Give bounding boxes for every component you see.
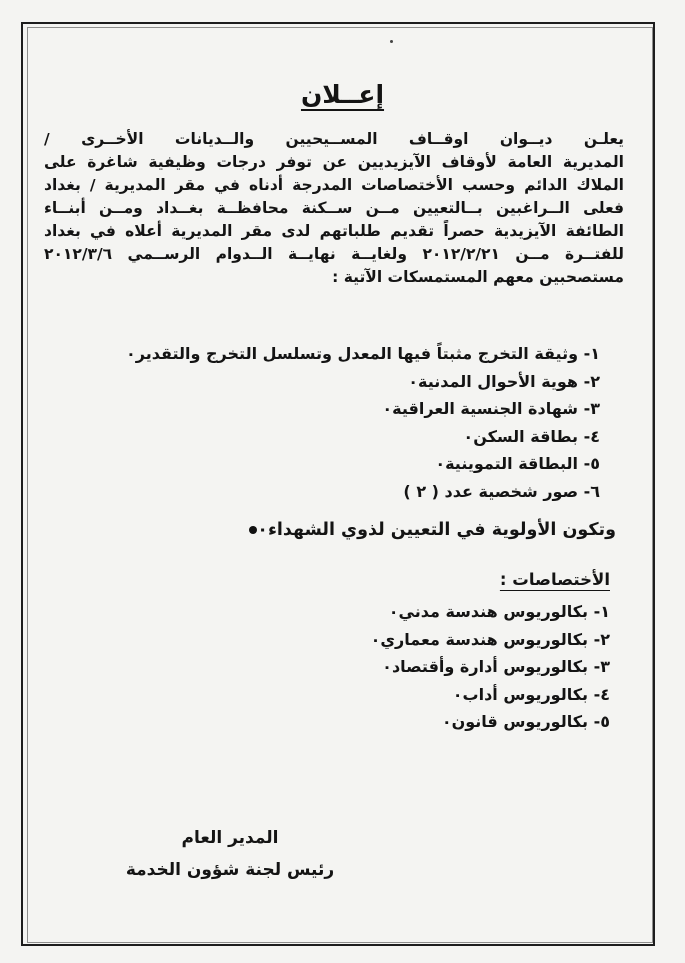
specializations-heading: الأختصاصات : [499, 570, 610, 589]
list-item: ٥- البطاقة التموينية٠ [435, 454, 600, 473]
signature-block [100, 822, 360, 886]
body-line: للفتــرة مــن ٢٠١٢/٢/٢١ ولغايــة نهايــة الــدوام الرســمي ٢٠١٢/٣/٦ [44, 245, 624, 263]
scan-speck [390, 40, 393, 43]
signature-position: المدير العام [181, 828, 279, 848]
list-item: ٢- بكالوريوس هندسة معماري٠ [370, 629, 610, 649]
body-line: المديرية العامة لأوقاف الآيزيديين عن توفر درجات وظيفية شاغرة على [44, 153, 624, 171]
list-item: ١- وثيقة التخرج مثبتاً فيها المعدل وتسلسل التخرج والتقدير٠ [126, 344, 600, 363]
list-item: ٤- بكالوريوس أداب٠ [452, 684, 610, 704]
requirements-list [120, 340, 600, 505]
body-line: الملاك الدائم وحسب الأختصاصات المدرجة أدناه في مقر المديرية / بغداد [44, 176, 624, 194]
body-line: الطائفة الآيزيدية حصراً تقديم طلباتهم لدى مقر المديرية أعلاه في بغداد [44, 222, 624, 240]
body-line: يعلـن ديــوان اوقــاف المســيحيين والــديانات الأخــرى / [44, 130, 624, 148]
body-line: فعلى الــراغبين بــالتعيين مــن ســكنة محافظــة بغــداد ومــن أبنــاء [44, 199, 624, 217]
list-item: ١- بكالوريوس هندسة مدني٠ [388, 602, 610, 621]
list-item: ٣- شهادة الجنسية العراقية٠ [382, 399, 600, 418]
list-item: ٣- بكالوريوس أدارة وأقتصاد٠ [382, 657, 610, 676]
list-item: ٦- صور شخصية عدد ( ٢ ) [403, 481, 600, 501]
priority-note-text: وتكون الأولوية في التعيين لذوي الشهداء٠ [257, 520, 616, 540]
list-item: ٥- بكالوريوس قانون٠ [441, 712, 610, 731]
priority-note [50, 520, 616, 540]
signature-role: رئيس لجنة شؤون الخدمة [125, 860, 335, 880]
announcement-title: إعــلان [300, 80, 385, 109]
specializations-list [300, 598, 610, 736]
list-item: ٢- هوية الأحوال المدنية٠ [408, 371, 600, 391]
body-line: مستصحبين معهم المستمسكات الآتية : [332, 268, 624, 286]
announcement-body [44, 128, 624, 289]
list-item: ٤- بطاقة السكن٠ [463, 426, 600, 446]
